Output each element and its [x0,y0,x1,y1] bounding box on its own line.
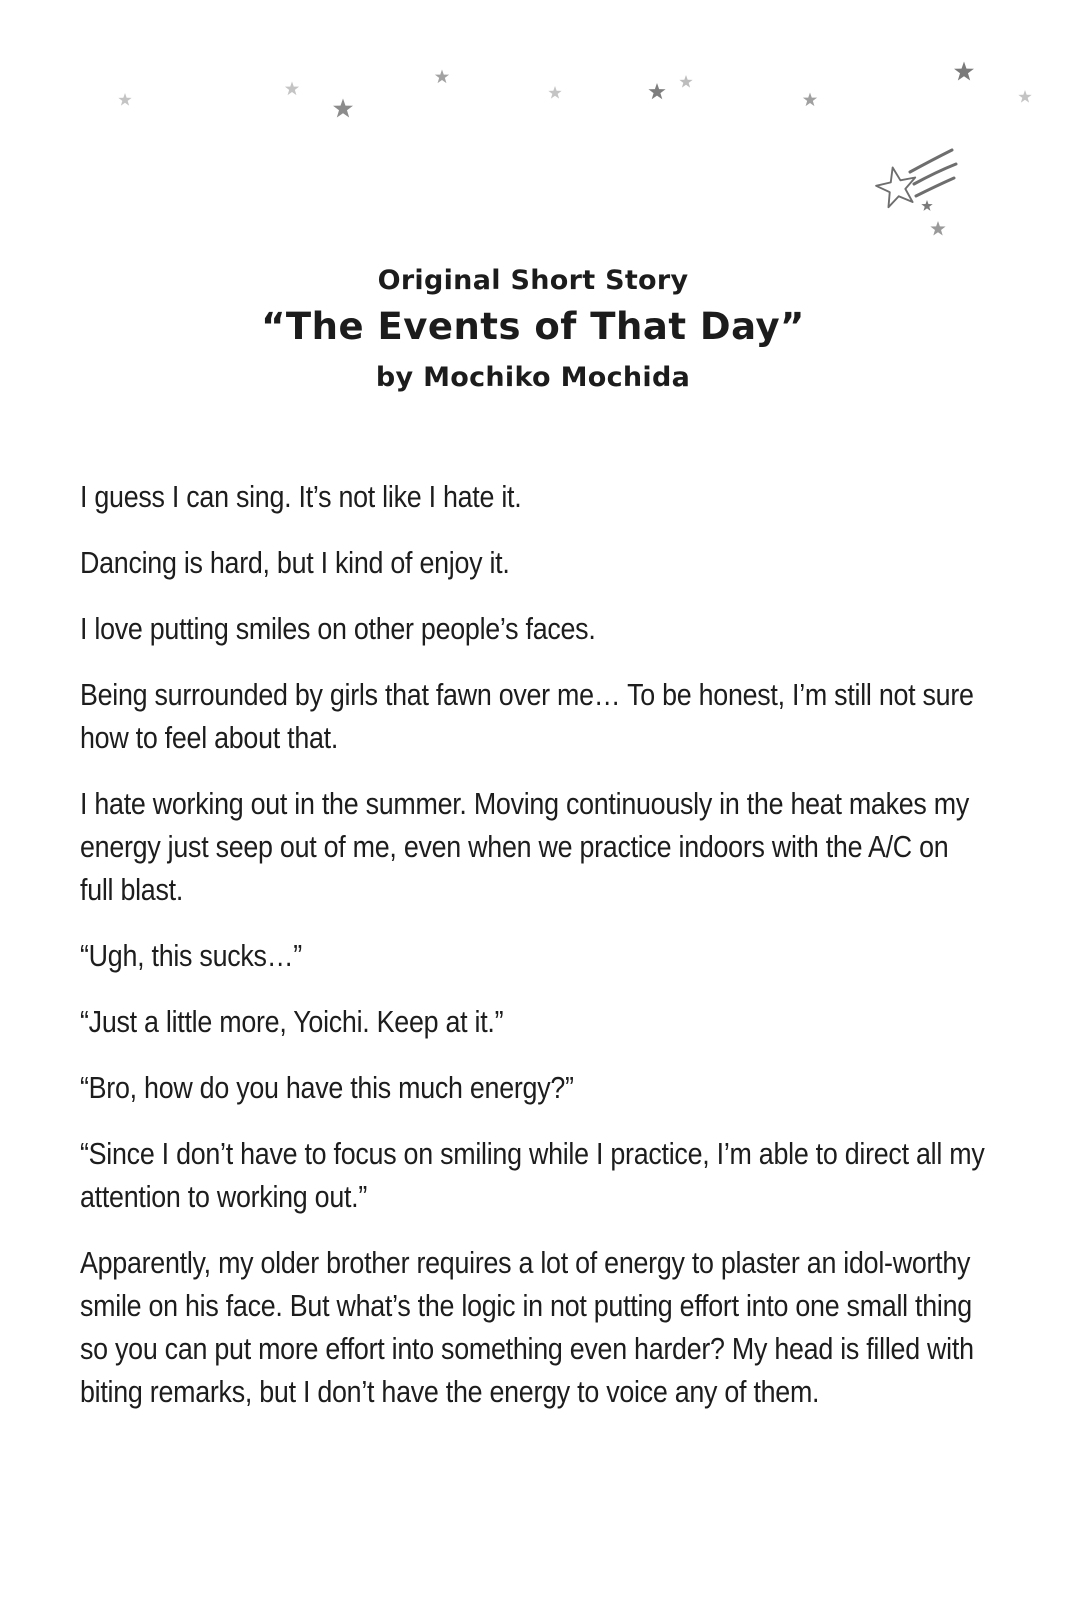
paragraph: “Since I don’t have to focus on smiling while I practice, I’m able to direct all my attention to working out.” [80,1137,985,1214]
star-icon [548,86,561,99]
story-body [80,476,990,1437]
story-kicker: Original Short Story [377,265,689,296]
paragraph: I hate working out in the summer. Moving continuously in the heat makes my energy just seep out of me, even when we practice indoors with the A/C on full blast. [80,787,970,907]
paragraph: “Ugh, this sucks…” [80,939,302,973]
paragraph: I guess I can sing. It’s not like I hate it. [80,480,522,514]
star-icon [1018,90,1031,103]
star-icon [679,75,692,88]
paragraph: I love putting smiles on other people’s faces. [80,612,596,646]
story-byline: by Mochiko Mochida [375,362,691,393]
story-title: “The Events of That Day” [261,305,805,348]
star-decoration [0,0,1066,260]
star-icon [648,83,665,99]
shooting-star-icon [873,150,956,235]
star-icon [435,70,449,84]
star-icon [803,93,817,107]
paragraph: Apparently, my older brother requires a lot of energy to plaster an idol-worthy smile on his face. But what’s the logic in not putting effort into one small thing so you can put more effort into something even harder? My head is filled with biting remarks, but I don’t have the energy to voice any of them. [80,1246,974,1409]
paragraph: Dancing is hard, but I kind of enjoy it. [80,546,510,580]
star-icon [118,93,131,106]
paragraph: “Just a little more, Yoichi. Keep at it.” [80,1005,504,1039]
star-icon [285,82,299,96]
paragraph: “Bro, how do you have this much energy?” [80,1071,574,1105]
paragraph: Being surrounded by girls that fawn over me… To be honest, I’m still not sure how to feel about that. [80,678,974,755]
star-icon [333,99,353,118]
star-icon [954,62,974,81]
